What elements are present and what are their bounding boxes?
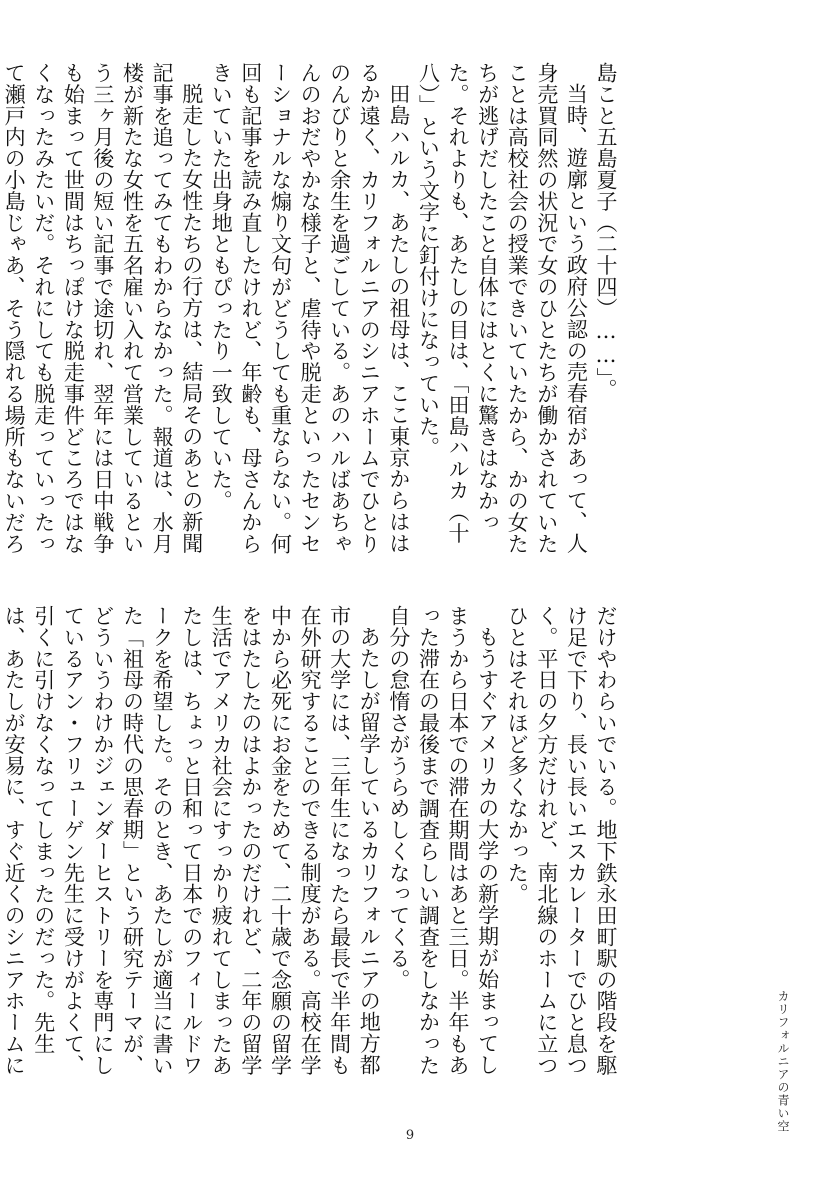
paragraph: 島こと五島夏子（二十四）……」。: [594, 62, 618, 400]
paragraph: もうすぐアメリカの大学の新学期が始まってしまうから日本での滞在期間はあと三日。半年もあった滞在の最後まで調査らしい調査をしなかった自分の怠惰さがうらめしくなってくる。: [386, 605, 500, 1076]
text-block-bottom: [2, 605, 620, 1091]
page-number: 9: [405, 1128, 415, 1143]
paragraph: あたしが留学しているカリフォルニアの地方都市の大学には、三年生になったら最長で半年間も在外研究することのできる制度がある。高校在学中から必死にお金をためて、二十歳で念願の留学をはたしたのはよかったのだけれど、二年の留学生活でアメリカ社会にすっかり疲れてしまったあたしは、ちょっと日和って日本でのフィールドワークを希望した。そのとき、あたしが適当に書いた「祖母の時代の思春期」という研究テーマが、どういうわけかジェンダーヒストリーを専門にしているアン・フリューゲン先生に受けがよくて、引くに引けなくなってしまったのだった。先生は、あたしが安易に、すぐ近くのシニアホームに: [2, 605, 382, 1076]
running-title: カリフォルニアの青い空: [776, 990, 790, 1133]
paragraph: 当時、遊廓という政府公認の売春宿があって、人身売買同然の状況で女のひとたちが働かされていたことは高校社会の授業できいていたから、かの女たちが逃げだしたこと自体にはとくに驚きはなかった。それよりも、あたしの目は、「田島ハルカ（十八）」という文字に釘付けになっていた。: [416, 62, 589, 555]
text-block-top: [2, 62, 620, 574]
paragraph: 田島ハルカ、あたしの祖母は、ここ東京からははるか遠く、カリフォルニアのシニアホームでひとりのんびりと余生を過ごしている。あのハルばあちゃんのおだやかな様子と、虐待や脱走といったセンセーショナルな煽り文句がどうしても重ならない。何回も記事を読み直したけれど、年齢も、母さんからきいていた出身地ともぴったり一致していた。: [209, 62, 411, 555]
paragraph: 脱走した女性たちの行方は、結局そのあとの新聞記事を追ってみてもわからなかった。報道は、水月楼が新たな女性を五名雇い入れて営業しているという三ヶ月後の短い記事で途切れ、翌年には日中戦争も始まって世間はちっぽけな脱走事件どころではなくなったみたいだ。それにしても脱走っていったって瀬戸内の小島じゃあ、そう隠れる場所もないだろ: [2, 62, 204, 555]
paragraph: だけやわらいでいる。地下鉄永田町駅の階段を駆け足で下り、長い長いエスカレーターでひと息つく。平日の夕方だけれど、南北線のホームに立つひとはそれほど多くなかった。: [505, 605, 618, 1076]
